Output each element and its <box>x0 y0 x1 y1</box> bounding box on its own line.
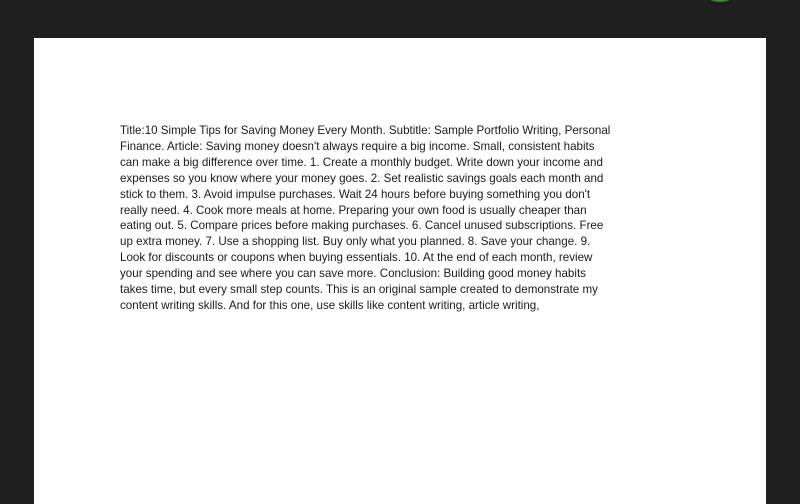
status-indicator <box>700 0 740 2</box>
document-body-text: Title:10 Simple Tips for Saving Money Every Month. Subtitle: Sample Portfolio Writing, Personal Finance. Article: Saving money doesn't always require a big income. Small, consistent habits can make a big difference over time. 1. Create a monthly budget. Write down your income and expenses so you know where your money goes. 2. Set realistic savings goals each month and stick to them. 3. Avoid impulse purchases. Wait 24 hours before buying something you don't really need. 4. Cook more meals at home. Preparing your own food is usually cheaper than eating out. 5. Compare prices before making purchases. 6. Cancel unused subscriptions. Free up extra money. 7. Use a shopping list. Buy only what you planned. 8. Save your change. 9. Look for discounts or coupons when buying essentials. 10. At the end of each month, review your spending and see where you can save more. Conclusion: Building good money habits takes time, but every small step counts. This is an original sample created to demonstrate my content writing skills. And for this one, use skills like content writing, article writing, <box>120 124 611 312</box>
document-page <box>34 38 766 504</box>
